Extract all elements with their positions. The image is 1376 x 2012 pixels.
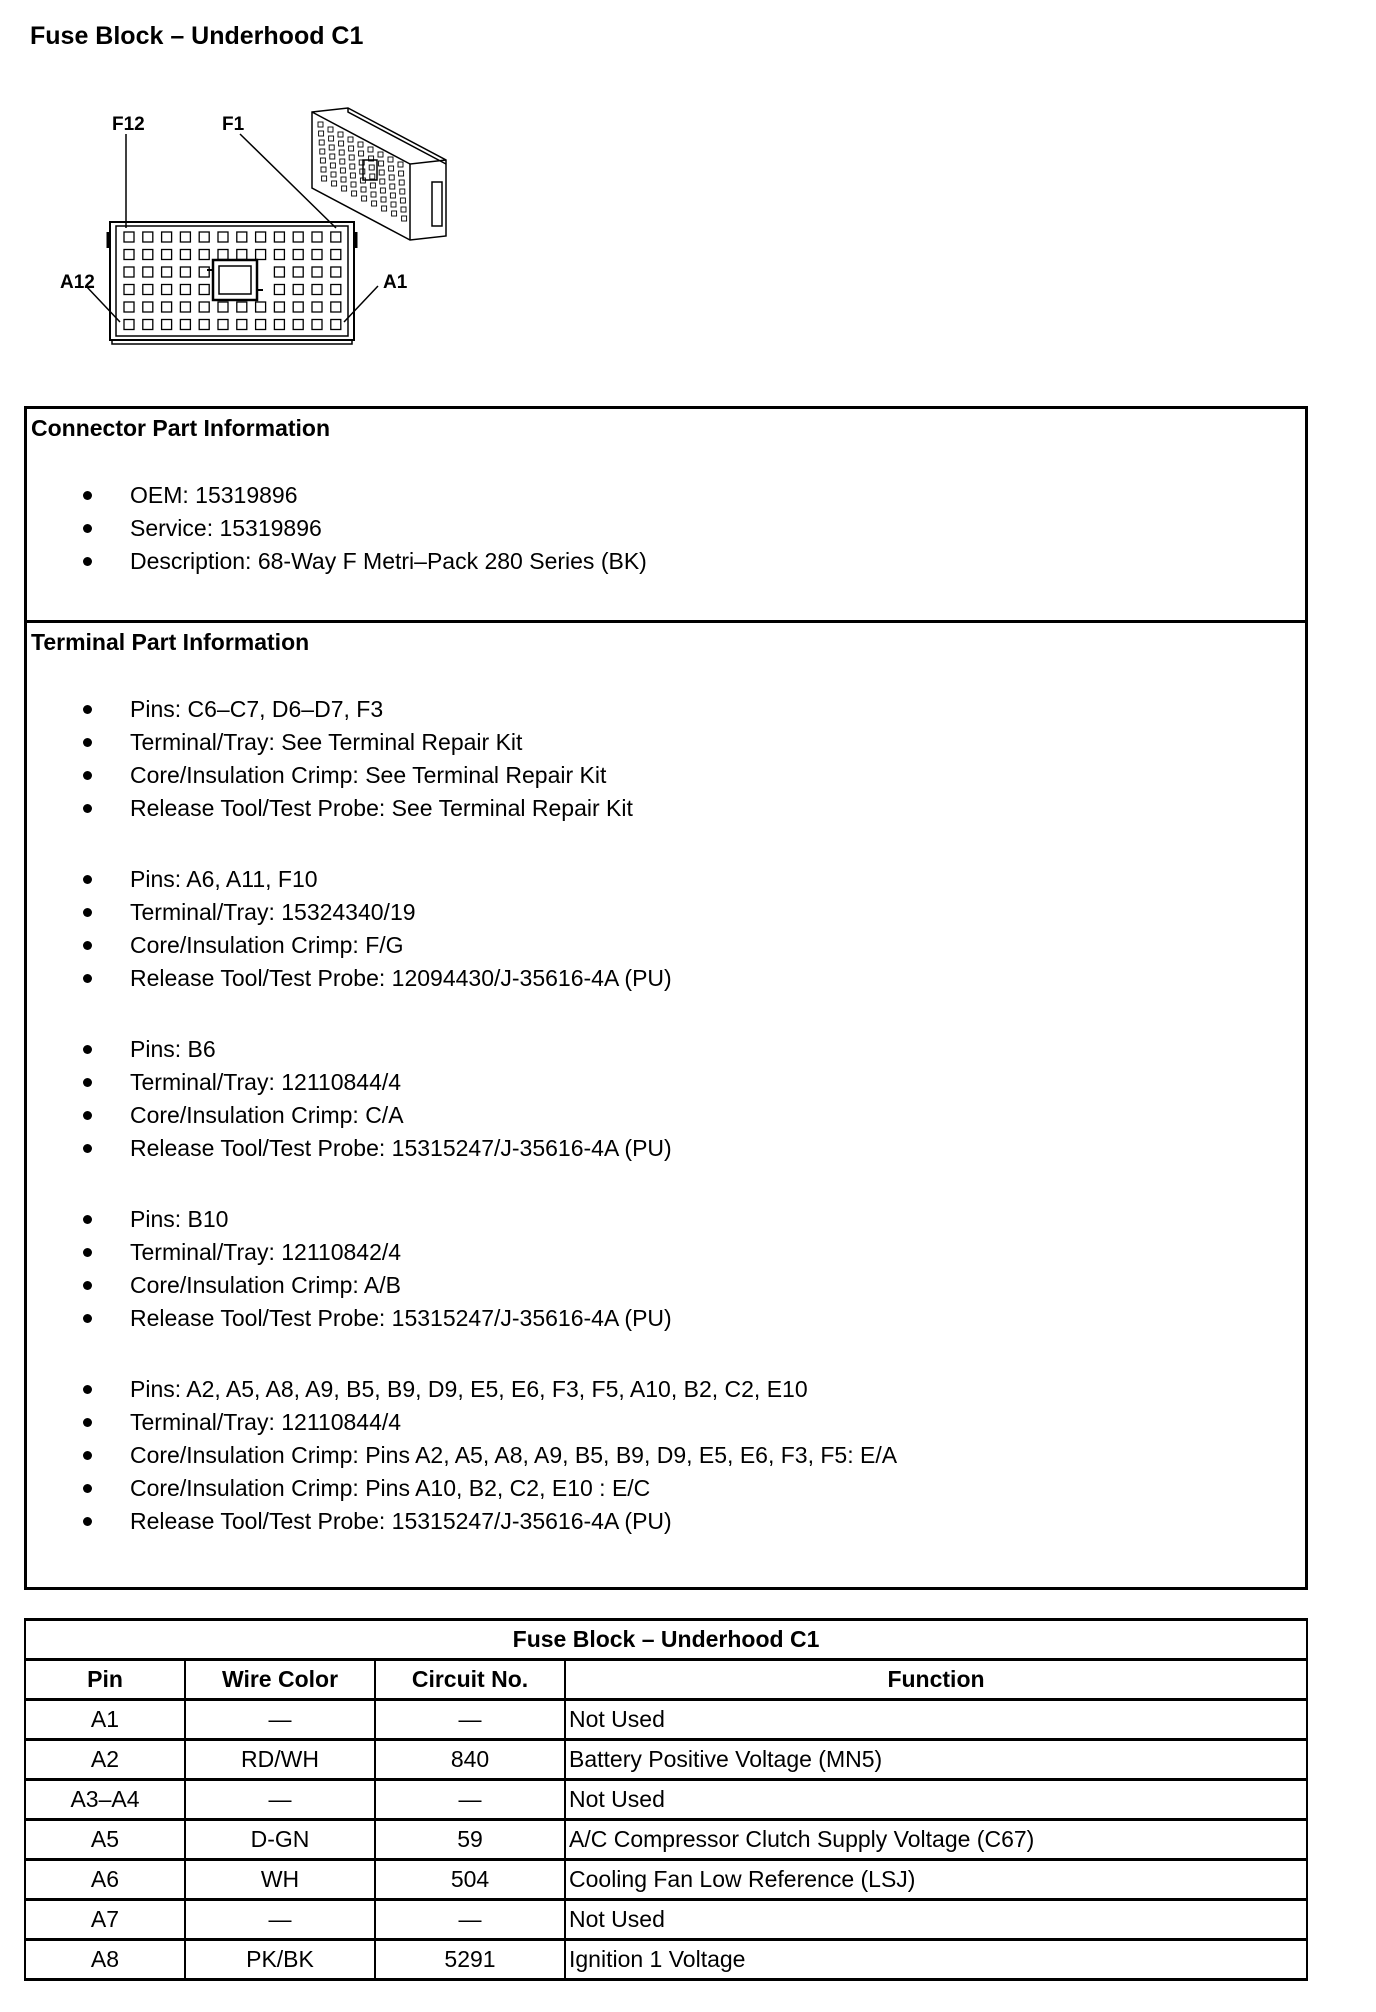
connector-3d-cavity [348,137,353,142]
cell-pin: A3–A4 [25,1780,185,1820]
connector-3d-cavity [402,216,407,221]
connector-3d-cavity [320,158,325,163]
connector-cavity [143,320,153,330]
connector-3d-cavity [338,132,343,137]
connector-cavity [293,267,303,277]
connector-cavity [124,320,134,330]
connector-cavity [237,302,247,312]
list-item: Release Tool/Test Probe: 12094430/J-35616-4A (PU) [27,962,897,995]
connector-cavity [293,320,303,330]
cell-wire-color: — [185,1900,375,1940]
connector-cavity [162,285,172,295]
connector-cavity [124,232,134,242]
connector-3d-cavity [319,131,324,136]
cell-function: A/C Compressor Clutch Supply Voltage (C67) [565,1820,1307,1860]
connector-cavity [143,232,153,242]
list-item: Pins: B10 [27,1203,897,1236]
connector-3d-cavity [392,211,397,216]
connector-3d-cavity [378,152,383,157]
connector-cavity [218,232,228,242]
cell-wire-color: WH [185,1860,375,1900]
connector-cavity [162,232,172,242]
connector-cavity [274,285,284,295]
connector-3d-cavity [318,122,323,127]
connector-3d-cavity [322,176,327,181]
connector-cavity [143,285,153,295]
connector-3d-cavity [399,180,404,185]
connector-cavity [256,320,266,330]
connector-face [108,222,356,344]
connector-3d-cavity [320,149,325,154]
cell-wire-color: RD/WH [185,1740,375,1780]
label-a12: A12 [60,272,95,293]
column-header-wire-color: Wire Color [185,1660,375,1700]
connector-cavity [274,267,284,277]
cell-pin: A2 [25,1740,185,1780]
connector-3d-cavity [350,173,355,178]
connector-cavity [293,302,303,312]
connector-cavity [180,267,190,277]
pin-table [24,1618,1308,1981]
list-item: Terminal/Tray: See Terminal Repair Kit [27,726,897,759]
connector-3d-cavity [368,147,373,152]
page-title: Fuse Block – Underhood C1 [30,22,364,50]
cell-circuit: 840 [375,1740,565,1780]
list-item: Release Tool/Test Probe: 15315247/J-35616-4A (PU) [27,1302,897,1335]
connector-3d-cavity [330,154,335,159]
label-f12: F12 [112,114,145,135]
connector-cavity [199,267,209,277]
connector-3d-cavity [328,127,333,132]
connector-cavity [331,302,341,312]
connector-cavity [143,267,153,277]
cell-wire-color: — [185,1780,375,1820]
connector-3d-cavity [349,146,354,151]
list-item: Release Tool/Test Probe: See Terminal Repair Kit [27,792,897,825]
cell-function: Battery Positive Voltage (MN5) [565,1740,1307,1780]
connector-3d-cavity [370,183,375,188]
connector-cavity [218,320,228,330]
connector-cavity [180,302,190,312]
terminal-part-info-heading: Terminal Part Information [31,629,310,655]
connector-3d-cavity [330,163,335,168]
connector-part-info-list [27,479,647,578]
connector-cavity [312,232,322,242]
connector-cavity [162,250,172,260]
connector-cavity [199,302,209,312]
connector-cavity [256,232,266,242]
connector-3d-cavity [380,188,385,193]
list-item: Core/Insulation Crimp: Pins A10, B2, C2, E10 : E/C [27,1472,897,1505]
connector-3d-cavity [340,159,345,164]
connector-3d-cavity [389,166,394,171]
connector-3d-cavity [351,182,356,187]
connector-3d-cavity [400,198,405,203]
cell-function: Cooling Fan Low Reference (LSJ) [565,1860,1307,1900]
connector-cavity [331,285,341,295]
table-row [25,1740,1307,1780]
list-item: Core/Insulation Crimp: F/G [27,929,897,962]
connector-3d-cavity [372,201,377,206]
connector-cavity [293,232,303,242]
cell-wire-color: D-GN [185,1820,375,1860]
cell-pin: A7 [25,1900,185,1940]
connector-cavity [293,250,303,260]
label-a1: A1 [383,272,408,293]
list-item: OEM: 15319896 [27,479,647,512]
list-item: Core/Insulation Crimp: A/B [27,1269,897,1302]
connector-cavity [312,250,322,260]
connector-cavity [274,320,284,330]
connector-3d-cavity [371,192,376,197]
list-item: Terminal/Tray: 12110844/4 [27,1406,897,1439]
connector-part-info [27,409,1305,623]
connector-3d-cavity [389,175,394,180]
connector-cavities [124,232,341,330]
connector-3d-cavity [332,181,337,186]
connector-cavity [143,302,153,312]
connector-3d-cavity [349,155,354,160]
connector-cavity [180,285,190,295]
connector-cavity [237,232,247,242]
connector-cavity [331,320,341,330]
connector-3d-cavity [369,165,374,170]
connector-3d-cavity [400,189,405,194]
column-header-function: Function [565,1660,1307,1700]
connector-cavity [180,232,190,242]
connector-3d-cavity [358,142,363,147]
cell-wire-color: PK/BK [185,1940,375,1980]
terminal-part-info-list [27,693,897,1538]
connector-3d-cavity [379,161,384,166]
connector-cavity [143,250,153,260]
connector-cavity [124,250,134,260]
connector-cavity [331,232,341,242]
connector-cavity [274,232,284,242]
connector-3d-cavity [359,151,364,156]
connector-cavity [312,267,322,277]
connector-3d-cavity [390,193,395,198]
connector-cavity [162,267,172,277]
connector-3d-cavity [380,179,385,184]
connector-3d-cavity [381,197,386,202]
connector-cavity [256,250,266,260]
connector-cavity [199,320,209,330]
cell-circuit: 504 [375,1860,565,1900]
cell-circuit: — [375,1700,565,1740]
connector-3d-cavity [401,207,406,212]
list-item: Terminal/Tray: 12110844/4 [27,1066,897,1099]
connector-cavity [274,250,284,260]
connector-3d-cavity [391,202,396,207]
terminal-part-info [27,623,1305,1587]
connector-diagram [0,0,470,360]
connector-cavity [180,320,190,330]
connector-cavity [331,250,341,260]
connector-part-info-heading: Connector Part Information [31,415,331,441]
list-item: Core/Insulation Crimp: Pins A2, A5, A8, A9, B5, B9, D9, E5, E6, F3, F5: E/A [27,1439,897,1472]
connector-3d-cavity [331,172,336,177]
list-item: Core/Insulation Crimp: C/A [27,1099,897,1132]
table-row [25,1780,1307,1820]
connector-3d-cavity [321,167,326,172]
cell-wire-color: — [185,1700,375,1740]
list-item: Description: 68-Way F Metri–Pack 280 Series (BK) [27,545,647,578]
connector-3d-cavity [399,171,404,176]
connector-cavity [218,250,228,260]
cell-pin: A6 [25,1860,185,1900]
table-row [25,1940,1307,1980]
column-header-circuit: Circuit No. [375,1660,565,1700]
connector-3d-cavity [398,162,403,167]
connector-cavity [199,285,209,295]
connector-3d-cavity [342,186,347,191]
connector-cavity [162,320,172,330]
connector-cavity [180,250,190,260]
connector-3d-cavity [390,184,395,189]
part-info-box [24,406,1308,1590]
table-row [25,1900,1307,1940]
connector-3d-cavity [361,187,366,192]
cell-pin: A1 [25,1700,185,1740]
connector-cavity [312,320,322,330]
cell-pin: A8 [25,1940,185,1980]
list-item: Pins: A6, A11, F10 [27,863,897,896]
connector-cavity [312,285,322,295]
connector-cavity [218,302,228,312]
cell-function: Not Used [565,1700,1307,1740]
list-item: Service: 15319896 [27,512,647,545]
pin-table-title: Fuse Block – Underhood C1 [25,1620,1307,1660]
cell-pin: A5 [25,1820,185,1860]
connector-3d-cavity [339,141,344,146]
connector-cavity [124,302,134,312]
cell-circuit: 59 [375,1820,565,1860]
connector-3d-cavity [341,177,346,182]
list-item: Pins: A2, A5, A8, A9, B5, B9, D9, E5, E6, F3, F5, A10, B2, C2, E10 [27,1373,897,1406]
cell-function: Not Used [565,1900,1307,1940]
list-item: Core/Insulation Crimp: See Terminal Repair Kit [27,759,897,792]
column-header-pin: Pin [25,1660,185,1700]
connector-cavity [162,302,172,312]
connector-cavity [293,285,303,295]
table-row [25,1700,1307,1740]
connector-3d-cavity [339,150,344,155]
connector-3d-cavity [329,145,334,150]
cell-circuit: — [375,1780,565,1820]
list-item: Pins: B6 [27,1033,897,1066]
cell-circuit: — [375,1900,565,1940]
connector-3d-cavity [350,164,355,169]
list-item: Terminal/Tray: 12110842/4 [27,1236,897,1269]
label-f1: F1 [222,114,245,135]
table-row [25,1820,1307,1860]
connector-cavity [124,285,134,295]
connector-cavity [312,302,322,312]
list-item: Pins: C6–C7, D6–D7, F3 [27,693,897,726]
connector-3d-cavity [370,174,375,179]
list-item: Release Tool/Test Probe: 15315247/J-35616-4A (PU) [27,1132,897,1165]
connector-3d-cavity [362,196,367,201]
connector-3d-cavity [388,157,393,162]
cell-function: Ignition 1 Voltage [565,1940,1307,1980]
connector-3d-cavity [329,136,334,141]
connector-cavity [256,302,266,312]
connector-cavity [199,232,209,242]
connector-cavity [274,302,284,312]
connector-3d-cavity [340,168,345,173]
connector-3d-cavity [382,206,387,211]
connector-cavity [124,267,134,277]
connector-cavity [237,250,247,260]
connector-3d-cavity [352,191,357,196]
table-row [25,1860,1307,1900]
connector-3d-cavity [319,140,324,145]
list-item: Release Tool/Test Probe: 15315247/J-35616-4A (PU) [27,1505,897,1538]
connector-cavity [331,267,341,277]
connector-cavity [199,250,209,260]
cell-function: Not Used [565,1780,1307,1820]
cell-circuit: 5291 [375,1940,565,1980]
connector-3d-cavity [379,170,384,175]
list-item: Terminal/Tray: 15324340/19 [27,896,897,929]
connector-cavity [237,320,247,330]
